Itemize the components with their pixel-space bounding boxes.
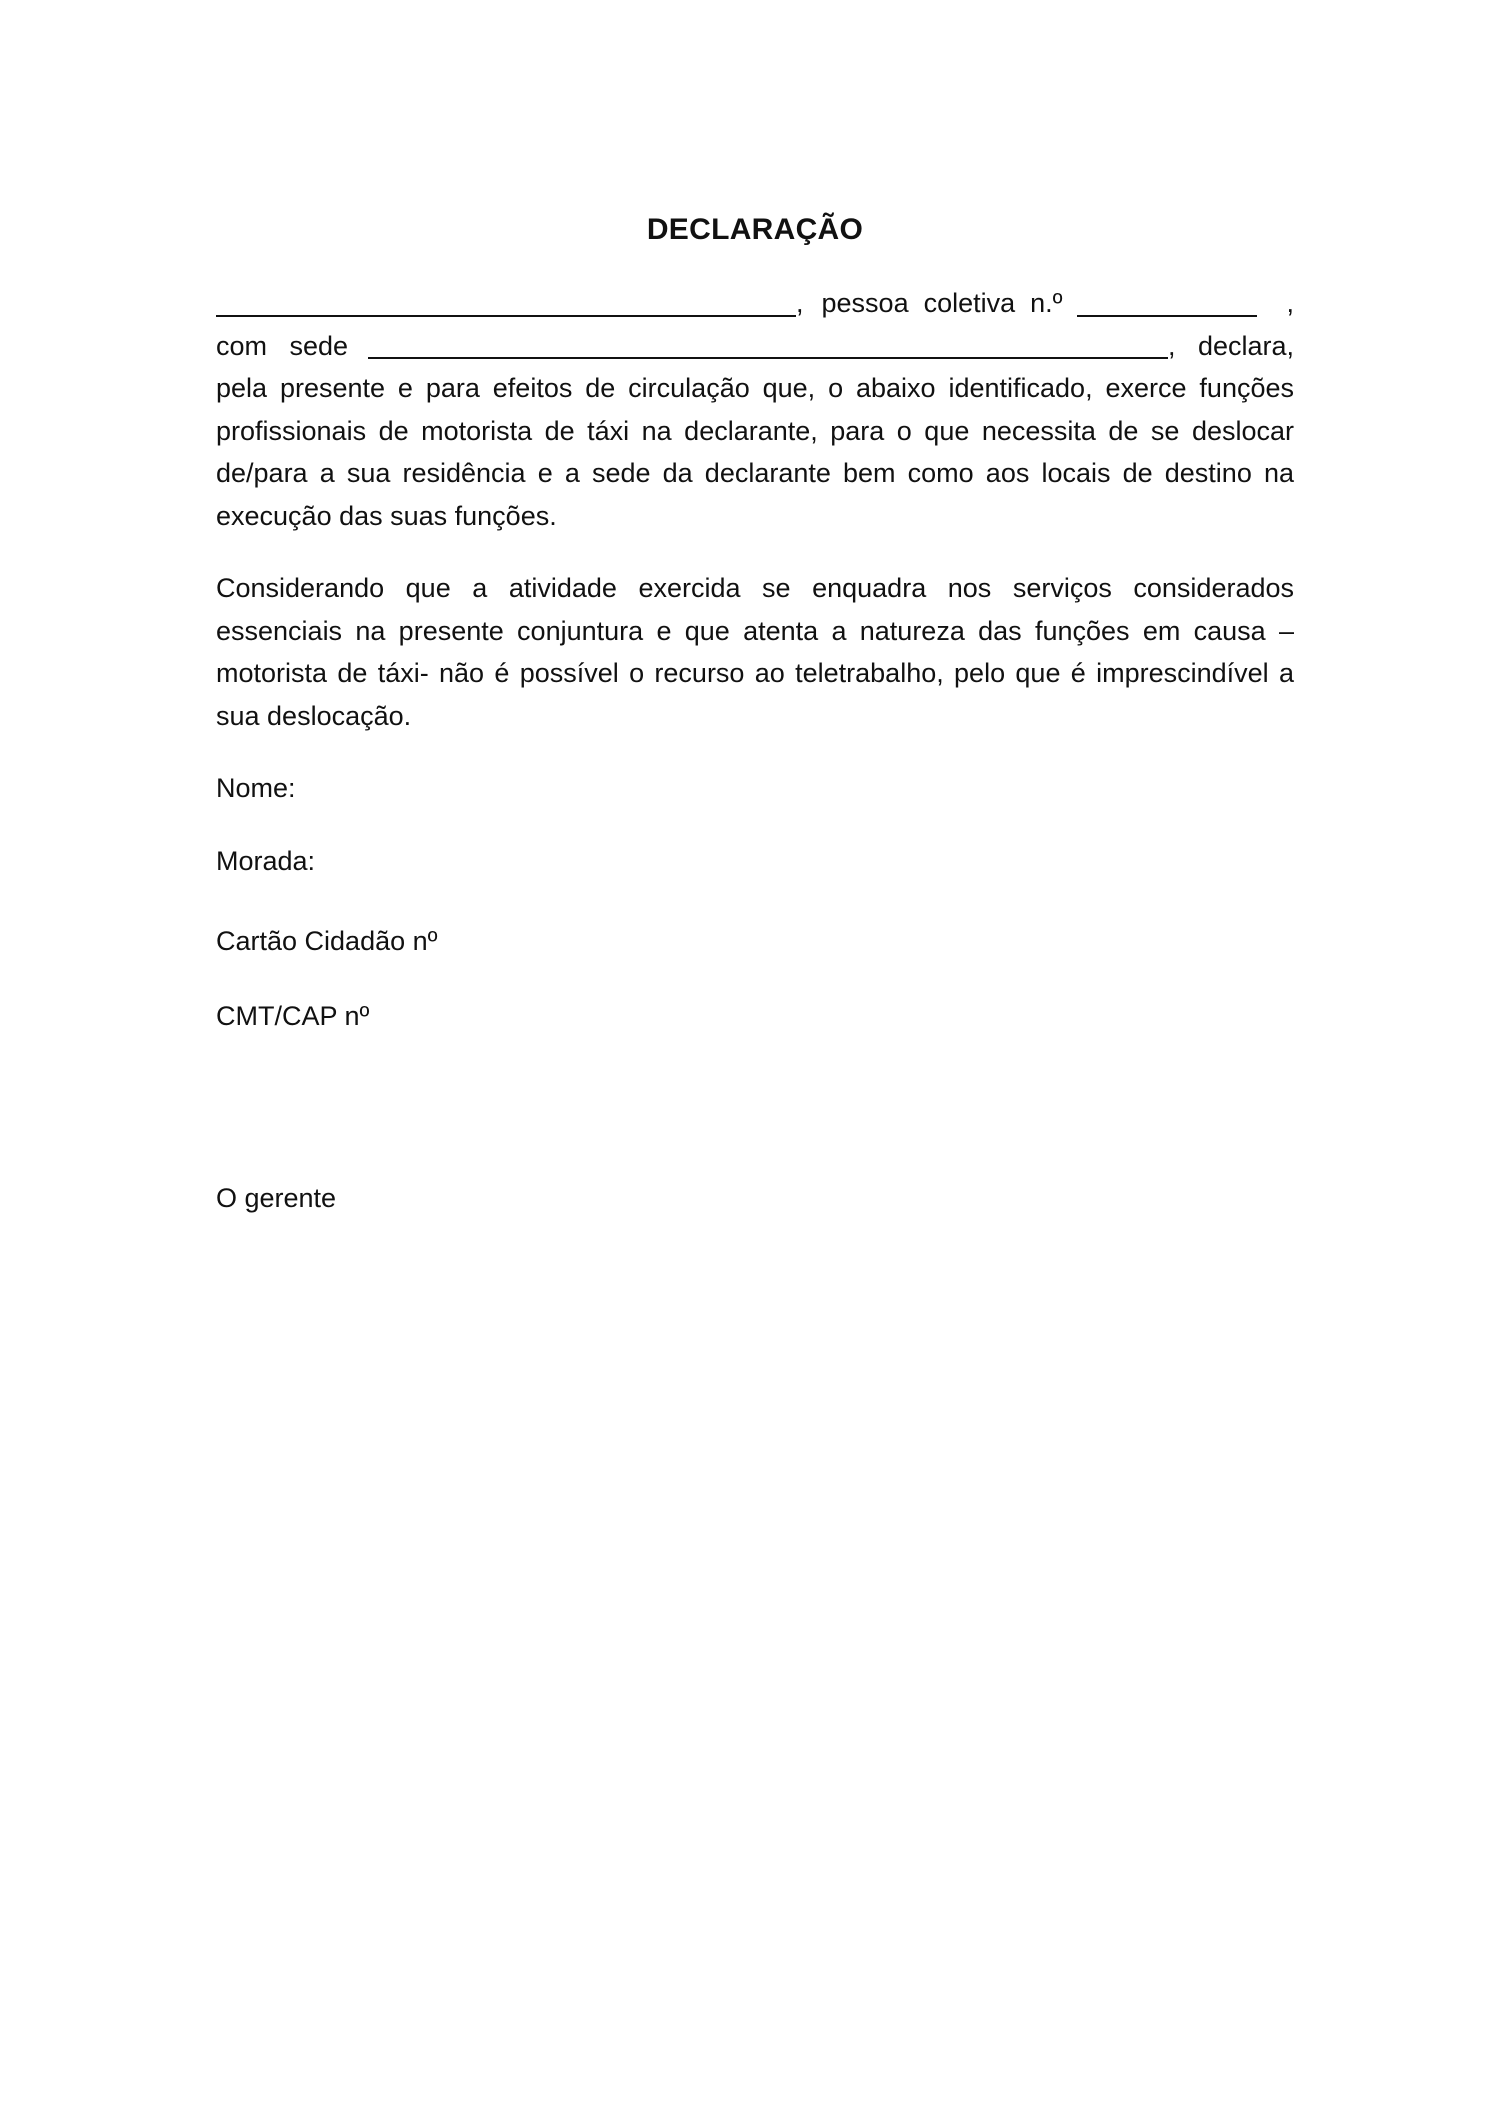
sede-label: com sede <box>216 330 349 361</box>
cartao-cidadao-label: Cartão Cidadão nº <box>216 926 438 956</box>
cmt-cap-label: CMT/CAP nº <box>216 1000 370 1031</box>
company-line-comma: , <box>796 288 804 318</box>
nome-label: Nome: <box>216 773 296 803</box>
nif-trailing-comma: , <box>1286 288 1294 318</box>
company-name-blank <box>216 285 796 317</box>
document-body <box>216 208 1294 1220</box>
sede-blank <box>368 327 1168 359</box>
nif-blank <box>1077 285 1257 317</box>
signature-label: O gerente <box>216 1183 337 1213</box>
sede-line <box>216 325 1294 368</box>
company-line <box>216 282 1294 325</box>
declara-label: , declara, <box>1167 330 1294 361</box>
considering-paragraph: Considerando que a atividade exercida se enquadra nos serviços considerados essenciais na presente conjuntura e que atenta a natureza das funções em causa – motorista de táxi- não é possível o recurso ao teletrabalho, pelo que é imprescindível a sua deslocação. <box>216 573 1294 731</box>
document-title: DECLARAÇÃO <box>646 213 864 246</box>
pessoa-coletiva-label: pessoa coletiva n.º <box>821 288 1063 318</box>
morada-label: Morada: <box>216 845 316 876</box>
declaration-paragraph: pela presente e para efeitos de circulação que, o abaixo identificado, exerce funções profissionais de motorista de táxi na declarante, para o que necessita de se deslocar de/para a sua residência e a sede da declarante bem como aos locais de destino na execução das suas funções. <box>216 373 1294 531</box>
